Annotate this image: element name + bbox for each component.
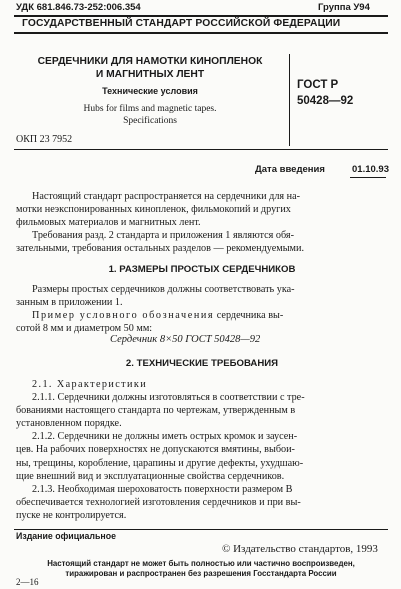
section2-heading: 2. ТЕХНИЧЕСКИЕ ТРЕБОВАНИЯ (125, 358, 279, 369)
title-divider (289, 54, 290, 146)
intro-line: Настоящий стандарт распространяется на сердечники для на- (32, 191, 301, 202)
intro-line: зательными, требования остальных разделов — рекомендуемыми. (16, 243, 304, 255)
p212-line: ны, трещины, коробление, царапины и другие дефекты, ухудшаю- (16, 457, 304, 469)
p212-line: 2.1.2. Сердечники не должны иметь острых кромок и заусен- (32, 431, 298, 443)
example-label: Пример условного обозначения (32, 310, 215, 322)
section1-line: занным в приложении 1. (16, 297, 123, 309)
section1-body (16, 283, 388, 335)
section1-line: сотой 8 мм и диаметром 50 мм: (16, 323, 153, 335)
reproduction-notice-line2: тиражирован и распространен без разрешения Госстандарта России (65, 569, 337, 578)
intro-date-underline (350, 177, 386, 178)
header-rule-top (14, 15, 388, 17)
p213-line: пуске не контролируется. (16, 509, 127, 521)
okp-code: ОКП 23 7952 (16, 134, 73, 145)
gost-number: 50428—92 (297, 95, 354, 107)
section1-line: Размеры простых сердечников должны соответствовать ука- (32, 284, 295, 295)
p213-line: 2.1.3. Необходимая шероховатость поверхности размером B (32, 483, 293, 495)
intro-date-label: Дата введения (255, 164, 325, 175)
p212-line: щие внешний вид и эксплуатационные свойства сердечников. (16, 470, 285, 482)
english-title-line2: Specifications (123, 116, 177, 126)
official-edition: Издание официальное (16, 531, 116, 541)
intro-line: Требования разд. 2 стандарта и приложения 1 являются обя- (32, 230, 294, 242)
intro-line: фильмовых материалов и магнитных лент. (16, 217, 201, 229)
group-code: Группа У94 (318, 2, 370, 13)
standard-subtitle: Технические условия (102, 86, 198, 96)
section1-example-line (16, 309, 388, 322)
p211-line: 2.1.1. Сердечники должны изготовляться в соответствии с тре- (32, 392, 305, 404)
footer-rule (14, 529, 388, 530)
page-mark: 2—16 (16, 577, 39, 587)
org-title: ГОСУДАРСТВЕННЫЙ СТАНДАРТ РОССИЙСКОЙ ФЕДЕРАЦИИ (22, 18, 341, 29)
section1-heading: 1. РАЗМЕРЫ ПРОСТЫХ СЕРДЕЧНИКОВ (108, 264, 296, 275)
example-rest: сердечника вы- (216, 310, 284, 322)
standard-title-line1: СЕРДЕЧНИКИ ДЛЯ НАМОТКИ КИНОПЛЕНОК (37, 56, 263, 67)
header-rule-bottom (14, 32, 388, 34)
p211-line: бованиями настоящего стандарта по чертежам, утвержденным в (16, 405, 296, 417)
subsection-heading: 2.1. Характеристики (32, 379, 148, 390)
intro-line: мотки неэкспонированных кинопленок, фильмокопий и других (16, 204, 291, 216)
english-title-line1: Hubs for films and magnetic tapes. (83, 104, 217, 114)
p211-line: установленном порядке. (16, 418, 122, 430)
copyright: © Издательство стандартов, 1993 (222, 543, 378, 555)
gost-label: ГОСТ Р (297, 79, 339, 91)
intro-date-value: 01.10.93 (352, 164, 389, 175)
p213-line: обеспечивается технологией изготовления сердечников и при вы- (16, 496, 301, 508)
okp-rule (14, 149, 388, 150)
example-designation: Сердечник 8×50 ГОСТ 50428—92 (110, 334, 261, 345)
udk-code: УДК 681.846.73-252:006.354 (16, 2, 141, 13)
reproduction-notice-line1: Настоящий стандарт не может быть полностью или частично воспроизведен, (47, 559, 355, 568)
p212-line: цев. На рабочих поверхностях не допускаются вмятины, выбои- (16, 444, 295, 456)
standard-title-line2: И МАГНИТНЫХ ЛЕНТ (95, 69, 205, 80)
section2-body (16, 378, 388, 522)
intro-paragraph (16, 190, 388, 255)
